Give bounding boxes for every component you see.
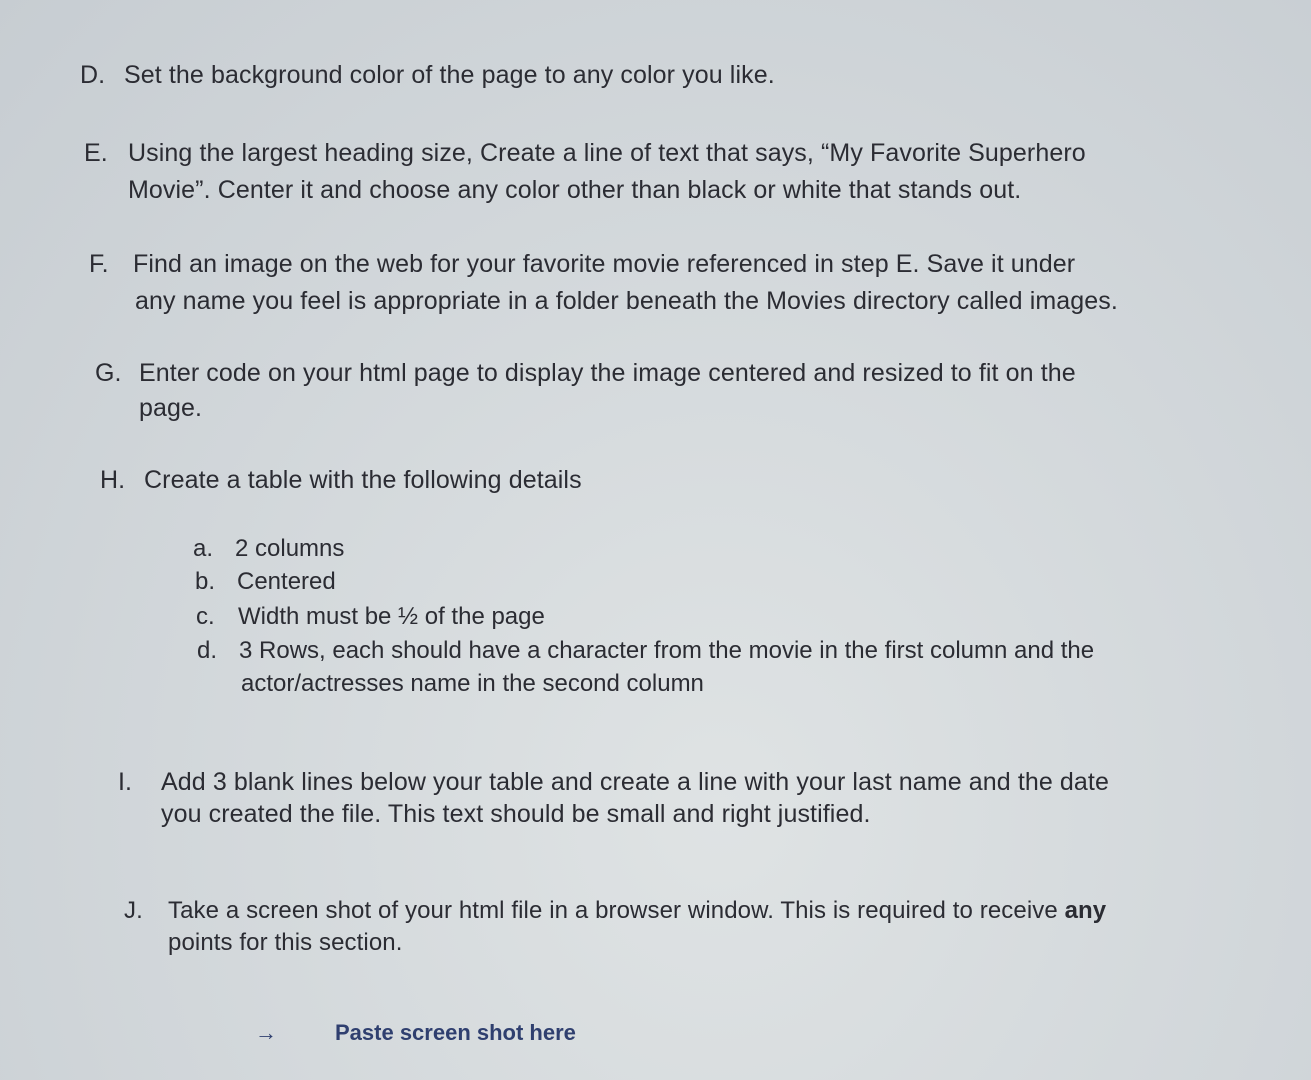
subitem-text: Width must be ½ of the page bbox=[238, 603, 545, 630]
subitem-text-line1: 3 Rows, each should have a character from the movie in the first column and the bbox=[239, 637, 1095, 664]
instruction-marker: J. bbox=[124, 897, 143, 924]
instruction-marker: E. bbox=[84, 139, 108, 167]
instruction-marker: F. bbox=[89, 250, 109, 278]
instruction-text-line2: Movie”. Center it and choose any color other than black or white that stands out. bbox=[128, 176, 1022, 204]
subitem-marker: b. bbox=[195, 568, 216, 595]
instruction-text-line1 bbox=[168, 893, 1106, 928]
subitem-marker: c. bbox=[196, 603, 215, 630]
arrow-right-icon: → bbox=[255, 1020, 277, 1045]
instruction-text-line1: Using the largest heading size, Create a line of text that says, “My Favorite Superhero bbox=[128, 139, 1086, 167]
instruction-text-line1: Enter code on your html page to display the image centered and resized to fit on the bbox=[139, 359, 1076, 387]
instruction-text-line2: any name you feel is appropriate in a folder beneath the Movies directory called images. bbox=[135, 287, 1118, 315]
instruction-marker: I. bbox=[118, 768, 133, 796]
subitem-text-line2: actor/actresses name in the second column bbox=[241, 670, 704, 697]
subitem-text: Centered bbox=[237, 568, 336, 595]
instruction-text-bold: any bbox=[1064, 897, 1107, 924]
instruction-text-line1: Find an image on the web for your favorite movie referenced in step E. Save it under bbox=[133, 250, 1076, 278]
paste-screenshot-placeholder[interactable]: Paste screen shot here bbox=[335, 1020, 576, 1045]
subitem-marker: a. bbox=[193, 535, 214, 562]
instruction-marker: G. bbox=[95, 359, 122, 387]
instruction-text-line1: Add 3 blank lines below your table and create a line with your last name and the date bbox=[161, 768, 1109, 796]
instruction-text: Set the background color of the page to any color you like. bbox=[124, 61, 775, 89]
subitem-text: 2 columns bbox=[235, 535, 345, 562]
instruction-text-line2: points for this section. bbox=[168, 929, 403, 956]
instruction-text-prefix: Take a screen shot of your html file in a browser window. This is required to receive bbox=[168, 897, 1065, 924]
subitem-marker: d. bbox=[197, 637, 218, 664]
instruction-text: Create a table with the following details bbox=[144, 466, 582, 494]
instruction-text-line2: page. bbox=[139, 394, 203, 422]
instruction-marker: D. bbox=[80, 61, 106, 89]
instruction-marker: H. bbox=[100, 466, 126, 494]
instruction-text-line2: you created the file. This text should be small and right justified. bbox=[161, 800, 871, 828]
